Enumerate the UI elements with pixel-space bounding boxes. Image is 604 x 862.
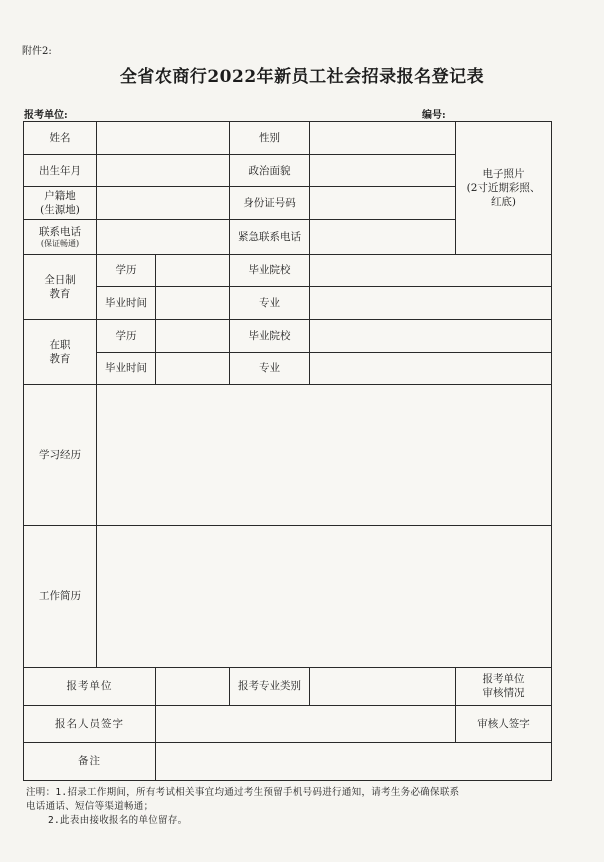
fulltime-education-label [24, 254, 97, 319]
work-history-label: 工作简历 [24, 525, 97, 668]
political-field[interactable] [310, 155, 456, 187]
reviewer-sign-label: 审核人签字 [477, 717, 530, 730]
apply-unit-label: 报考单位 [24, 668, 156, 705]
name-field[interactable] [97, 122, 230, 155]
phone-field[interactable] [97, 220, 230, 254]
hukou-label-line2: (生源地) [40, 204, 80, 217]
fulltime-major-label: 专业 [230, 286, 310, 319]
fulltime-label-line1: 全日制 [44, 273, 76, 286]
fulltime-degree-label: 学历 [97, 254, 156, 286]
fulltime-major-field[interactable] [310, 286, 552, 319]
note-line-2: 电话通话、短信等渠道畅通； [26, 801, 154, 812]
photo-label: 电子照片 [482, 167, 525, 180]
gender-label: 性别 [230, 122, 310, 155]
fulltime-school-label: 毕业院校 [230, 254, 310, 286]
parttime-school-field[interactable] [310, 319, 552, 352]
parttime-major-field[interactable] [310, 352, 552, 384]
emergency-phone-field[interactable] [310, 220, 456, 254]
photo-note: (2寸近期彩照、 [466, 181, 541, 194]
remarks-label: 备注 [24, 742, 156, 780]
reviewer-sign-cell[interactable] [456, 705, 552, 742]
emergency-phone-label: 紧急联系电话 [230, 220, 310, 254]
fulltime-school-field[interactable] [310, 254, 552, 286]
photo-note-2: 红底) [490, 195, 517, 208]
fulltime-grad-time-label: 毕业时间 [97, 286, 156, 319]
parttime-degree-field[interactable] [156, 319, 230, 352]
parttime-major-label: 专业 [230, 352, 310, 384]
parttime-grad-time-label: 毕业时间 [97, 352, 156, 384]
parttime-label-line2: 教育 [49, 352, 71, 365]
gender-field[interactable] [310, 122, 456, 155]
apply-unit-header-label: 报考单位: [24, 110, 68, 121]
phone-label [24, 220, 97, 254]
photo-area[interactable] [456, 122, 552, 255]
parttime-school-label: 毕业院校 [230, 319, 310, 352]
id-number-field[interactable] [310, 187, 456, 220]
phone-label-line2: (保证畅通) [40, 238, 80, 248]
apply-category-field[interactable] [310, 668, 456, 705]
registration-form-table [23, 121, 552, 781]
study-history-label: 学习经历 [24, 385, 97, 526]
apply-category-label: 报考专业类别 [230, 668, 310, 705]
phone-label-line1: 联系电话 [39, 225, 81, 238]
id-number-label: 身份证号码 [230, 187, 310, 220]
study-history-field[interactable] [97, 385, 552, 526]
note-line-1: 注明：1.招录工作期间，所有考试相关事宜均通过考生预留手机号码进行通知，请考生务必确保联系 [26, 787, 460, 798]
parttime-education-label [24, 319, 97, 384]
birth-field[interactable] [97, 155, 230, 187]
review-status-cell[interactable] [456, 668, 552, 705]
attachment-label: 附件2: [22, 46, 52, 57]
review-label-line1: 报考单位 [482, 673, 525, 686]
parttime-grad-time-field[interactable] [156, 352, 230, 384]
remarks-field[interactable] [156, 742, 552, 780]
hukou-label [24, 187, 97, 220]
hukou-label-line1: 户籍地 [44, 190, 76, 203]
review-label-line2: 审核情况 [482, 687, 525, 700]
applicant-sign-label: 报名人员签字 [24, 705, 156, 742]
notes [26, 786, 574, 828]
hukou-field[interactable] [97, 187, 230, 220]
birth-label: 出生年月 [24, 155, 97, 187]
fulltime-grad-time-field[interactable] [156, 286, 230, 319]
parttime-degree-label: 学历 [97, 319, 156, 352]
form-title: 全省农商行2022年新员工社会招录报名登记表 [119, 67, 485, 87]
form-number-label: 编号: [422, 110, 446, 121]
apply-unit-field[interactable] [156, 668, 230, 705]
political-label: 政治面貌 [230, 155, 310, 187]
parttime-label-line1: 在职 [49, 338, 71, 351]
work-history-field[interactable] [97, 525, 552, 668]
applicant-sign-field[interactable] [156, 705, 456, 742]
fulltime-degree-field[interactable] [156, 254, 230, 286]
note-line-3: 2.此表由接收报名的单位留存。 [48, 815, 188, 826]
name-label: 姓名 [24, 122, 97, 155]
fulltime-label-line2: 教育 [49, 287, 71, 300]
